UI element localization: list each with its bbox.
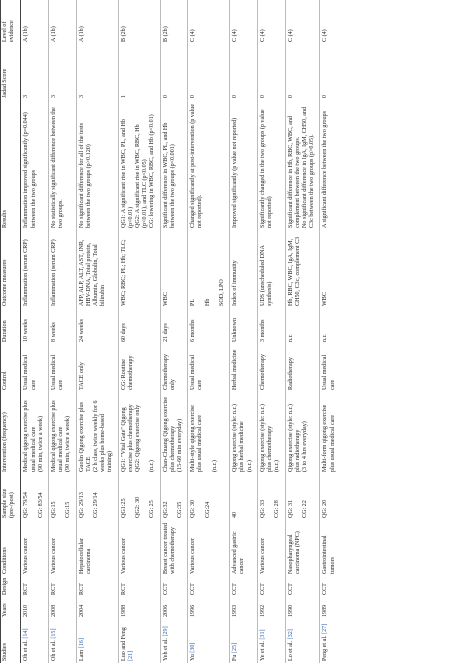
intervention-text: Medical qigong exercise plus usual medical care (90 min, twice a week) — [51, 400, 72, 472]
sample-size-cell — [118, 474, 160, 520]
level-of-evidence-text: C (4) — [287, 29, 294, 42]
control-text: Herbal medicine — [232, 349, 239, 390]
condition-text: Various cancer — [190, 537, 197, 574]
sample-size-cell — [230, 474, 258, 520]
control-cell — [49, 344, 77, 392]
study-name: Yu — [190, 654, 197, 661]
results-cell — [257, 100, 285, 230]
citation-link[interactable]: [25] — [232, 642, 239, 654]
control-text: CG: Routine chemotherapy — [120, 355, 134, 390]
citation-link[interactable]: [21] — [127, 650, 134, 661]
duration-cell — [76, 308, 118, 344]
citation-link[interactable]: [16] — [78, 638, 85, 649]
sample-size-text: QG1:25 QG2: 30 CG: 25 — [120, 496, 156, 518]
level-of-evidence-cell — [49, 0, 77, 44]
condition-text: Hepatocellular carcinoma — [78, 538, 92, 574]
study-name: Luo and Feng — [120, 627, 127, 661]
outcome-measures-text: Index of immunity — [232, 260, 239, 306]
outcome-measures-cell — [118, 230, 160, 308]
design-cell — [49, 576, 77, 597]
table-row — [320, 0, 340, 663]
outcome-measures-text: UDS (unscheduled DNA synthesis) — [259, 245, 274, 306]
outcome-measures-text: WBC — [162, 292, 169, 306]
duration-text: n.r. — [322, 334, 329, 342]
duration-cell — [285, 308, 320, 344]
citation-link[interactable]: [27] — [322, 623, 329, 634]
design-text: CCT — [190, 583, 197, 595]
control-cell — [76, 344, 118, 392]
level-of-evidence-cell — [257, 0, 285, 44]
outcome-measures-text: AFP, ALP, ALT, AST, INR, HBV-DNA, Total protein, Albumin, Globulin, Total bilirubin — [78, 239, 107, 306]
results-cell — [285, 100, 320, 230]
intervention-cell — [230, 392, 258, 474]
outcome-measures-text: PL Hb SOD, LPO — [190, 279, 226, 306]
jadad-score-cell — [257, 44, 285, 100]
sample-size-text: QG:32 CG:35 — [162, 501, 184, 518]
duration-text: 8 weeks — [51, 322, 58, 342]
condition-cell — [188, 520, 230, 576]
sample-size-cell — [160, 474, 188, 520]
jadad-score-text: 0 — [162, 94, 169, 98]
level-of-evidence-cell — [285, 0, 320, 44]
year-text: 1989 — [322, 604, 329, 617]
duration-text: Unknown — [232, 317, 239, 342]
study-cell — [188, 619, 230, 663]
intervention-text: Medical qigong exercise plus usual medical care (90 min, twice a week) — [23, 400, 44, 472]
header-control: Control — [1, 344, 21, 392]
table-row — [76, 0, 118, 663]
table-row — [285, 0, 320, 663]
year-cell — [285, 597, 320, 619]
design-text: CCT — [287, 583, 294, 595]
header-jadad-score: Jadad Score — [1, 44, 21, 100]
citation-link[interactable]: [32] — [287, 629, 294, 640]
jadad-score-text: 0 — [190, 94, 197, 98]
intervention-text: Chan-Chuang Qigong exercise plus chemotherapy (15-60 min everyday) — [162, 396, 184, 472]
year-text: 1993 — [232, 604, 239, 617]
study-cell — [320, 619, 340, 663]
intervention-cell — [118, 392, 160, 474]
duration-cell — [188, 308, 230, 344]
table-row — [118, 0, 160, 663]
results-text: Improved significantly (p value not reported) — [232, 117, 239, 228]
level-of-evidence-cell — [118, 0, 160, 44]
outcome-measures-cell — [21, 230, 49, 308]
intervention-cell — [320, 392, 340, 474]
outcome-measures-cell — [285, 230, 320, 308]
results-cell — [230, 100, 258, 230]
level-of-evidence-text: C (4) — [322, 29, 329, 42]
header-row — [1, 0, 21, 663]
study-cell — [285, 619, 320, 663]
outcome-measures-text: Hb, RBC, WBC, IgA, IgM, CH50, C3c, complement C3 — [287, 236, 301, 306]
jadad-score-cell — [188, 44, 230, 100]
header-duration: Duration — [1, 308, 21, 344]
table-row — [230, 0, 258, 663]
design-text: RCT — [23, 583, 30, 595]
condition-text: Various cancer — [23, 537, 30, 574]
sample-size-cell — [76, 474, 118, 520]
control-cell — [320, 344, 340, 392]
intervention-text: QG1: "Vital Gate" Qigong exercise plus chemotherapy QG2: Qigong exercise only (n.r.) — [120, 404, 156, 472]
intervention-cell — [49, 392, 77, 474]
results-text: QG1: A significant rise in WBC, PL, and Hb (p<0.01) QG2: A significant rise in WBC, RBC, Hb (p<0.01), and TLC (p<0.05) CG: lowering in WBC, RBC, and Hb (p<0.01) — [120, 114, 156, 228]
condition-text: Various cancer — [120, 537, 127, 574]
intervention-text: Qigong exercise (style: n.r.) plus herbal medicine (n.r.) — [232, 404, 253, 472]
study-cell — [76, 619, 118, 663]
table-row — [49, 0, 77, 663]
study-name: Fu — [232, 654, 239, 661]
intervention-text: Guolin Qigong exercise plus TACE (2 h class, twice weekly for 6 weeks plus home-based training) — [78, 400, 114, 472]
study-cell — [257, 619, 285, 663]
year-cell — [160, 597, 188, 619]
year-text: 1992 — [259, 604, 266, 617]
outcome-measures-cell — [230, 230, 258, 308]
level-of-evidence-cell — [230, 0, 258, 44]
duration-text: 10 weeks — [23, 319, 30, 342]
study-name: Oh et al. — [51, 640, 58, 661]
level-of-evidence-cell — [21, 0, 49, 44]
control-text: Chemotherapy — [259, 354, 266, 390]
year-text: 1996 — [190, 604, 197, 617]
citation-link[interactable]: [29] — [162, 626, 169, 637]
year-text: 2008 — [51, 604, 58, 617]
design-text: RCT — [78, 583, 85, 595]
intervention-cell — [257, 392, 285, 474]
year-text: 2004 — [78, 604, 85, 617]
condition-cell — [257, 520, 285, 576]
table-row — [21, 0, 49, 663]
condition-cell — [21, 520, 49, 576]
sample-size-text: QG: 79/54 CG: 83/54 — [23, 492, 44, 518]
duration-cell — [21, 308, 49, 344]
table-row — [160, 0, 188, 663]
table-row — [257, 0, 285, 663]
header-conditions: Conditions — [1, 520, 21, 576]
control-text: TACE only — [78, 362, 85, 390]
design-cell — [76, 576, 118, 597]
study-cell — [118, 619, 160, 663]
study-cell — [160, 619, 188, 663]
condition-cell — [76, 520, 118, 576]
level-of-evidence-cell — [76, 0, 118, 44]
study-name: Yeh et al. — [162, 638, 169, 661]
year-text: 2010 — [23, 604, 30, 617]
control-text: Chemotherapy only — [162, 354, 176, 390]
jadad-score-text: 0 — [232, 94, 239, 98]
sample-size-text: QG: 20 — [322, 499, 329, 518]
year-text: 1988 — [120, 604, 127, 617]
study-name: Peng et al. — [322, 635, 329, 661]
year-cell — [21, 597, 49, 619]
duration-text: 60 days — [120, 323, 127, 342]
control-text: Usual medical care — [51, 354, 65, 390]
design-cell — [118, 576, 160, 597]
condition-cell — [118, 520, 160, 576]
year-cell — [320, 597, 340, 619]
condition-cell — [160, 520, 188, 576]
level-of-evidence-cell — [188, 0, 230, 44]
study-cell — [49, 619, 77, 663]
control-cell — [160, 344, 188, 392]
duration-cell — [230, 308, 258, 344]
sample-size-text: QG: 31 CG: 22 — [287, 499, 308, 518]
level-of-evidence-text: B (2b) — [162, 26, 169, 42]
intervention-cell — [76, 392, 118, 474]
table-row — [188, 0, 230, 663]
outcome-measures-cell — [49, 230, 77, 308]
year-cell — [76, 597, 118, 619]
condition-cell — [285, 520, 320, 576]
year-text: 2006 — [162, 604, 169, 617]
level-of-evidence-cell — [160, 0, 188, 44]
header-level-of-evidence: Level of evidence — [1, 0, 21, 44]
design-cell — [21, 576, 49, 597]
results-cell — [320, 100, 340, 230]
jadad-score-cell — [230, 44, 258, 100]
level-of-evidence-text: A (1b) — [51, 26, 58, 42]
condition-cell — [230, 520, 258, 576]
intervention-text: Multi-form qigong exercise plus usual medical care — [322, 404, 336, 472]
design-text: RCT — [120, 583, 127, 595]
sample-size-cell — [320, 474, 340, 520]
results-cell — [21, 100, 49, 230]
citation-link[interactable]: [15] — [51, 628, 58, 639]
intervention-text: Qigong exercise (style: n.r.) plus radiotherapy (3 to 4 hrs everyday) — [287, 404, 308, 472]
header-studies: Studies — [1, 619, 21, 663]
duration-cell — [49, 308, 77, 344]
control-text: Usual medical care — [190, 354, 204, 390]
jadad-score-text: 0 — [322, 94, 329, 98]
citation-link[interactable]: [31] — [259, 629, 266, 640]
control-cell — [21, 344, 49, 392]
header-intervention: Intervention (frequency) — [1, 392, 21, 474]
results-cell — [188, 100, 230, 230]
citation-link[interactable]: [14] — [23, 628, 30, 639]
year-cell — [230, 597, 258, 619]
header-results: Results — [1, 100, 21, 230]
control-text: Usual medical care — [322, 354, 336, 390]
study-cell — [230, 619, 258, 663]
duration-text: 24 weeks — [78, 319, 85, 342]
intervention-cell — [160, 392, 188, 474]
outcome-measures-cell — [188, 230, 230, 308]
duration-cell — [118, 308, 160, 344]
design-text: RCT — [51, 583, 58, 595]
jadad-score-cell — [285, 44, 320, 100]
control-text: Radiotherapy — [287, 357, 294, 390]
sample-size-cell — [21, 474, 49, 520]
header-outcome-measures: Outcome measures — [1, 230, 21, 308]
control-cell — [230, 344, 258, 392]
results-text: Inflammation improved significantly (p=0.044) between the two groups — [23, 112, 37, 228]
intervention-cell — [21, 392, 49, 474]
design-cell — [160, 576, 188, 597]
design-cell — [230, 576, 258, 597]
condition-cell — [320, 520, 340, 576]
duration-text: 6 months — [190, 319, 197, 342]
sample-size-text: 40 — [232, 511, 239, 518]
jadad-score-text: 0 — [287, 94, 294, 98]
level-of-evidence-text: C (4) — [232, 29, 239, 42]
jadad-score-cell — [49, 44, 77, 100]
outcome-measures-cell — [160, 230, 188, 308]
control-cell — [285, 344, 320, 392]
condition-text: Gastrointestinal tumors — [322, 535, 336, 574]
results-text: Significantly changed in the two groups (p value not reported) — [259, 109, 274, 228]
results-cell — [76, 100, 118, 230]
duration-cell — [257, 308, 285, 344]
outcome-measures-cell — [257, 230, 285, 308]
duration-text: n.r. — [287, 334, 294, 342]
study-name: Ye et al. — [259, 641, 266, 661]
outcome-measures-text: Inflammation (serum CRP) — [23, 239, 30, 306]
sample-size-cell — [49, 474, 77, 520]
design-text: CCT — [162, 583, 169, 595]
outcome-measures-text: WBC — [322, 292, 329, 306]
year-cell — [188, 597, 230, 619]
sample-size-text: QG:15 CG:15 — [51, 501, 72, 518]
jadad-score-cell — [160, 44, 188, 100]
results-text: Changed significantly at post-intervention (p value not reported). — [190, 103, 204, 228]
outcome-measures-cell — [76, 230, 118, 308]
design-cell — [257, 576, 285, 597]
header-design: Design — [1, 576, 21, 597]
header-sample-size: Sample size (pre-/post) — [1, 474, 21, 520]
results-cell — [118, 100, 160, 230]
duration-cell — [160, 308, 188, 344]
duration-text: 3 months — [259, 319, 266, 342]
jadad-score-cell — [21, 44, 49, 100]
level-of-evidence-text: C (4) — [190, 29, 197, 42]
year-cell — [118, 597, 160, 619]
results-text: Significant difference in Hb, RBC, WBC, and complement between the two groups. No significant difference in IgA, IgM, CH50, and C3c between the two groups (p>0.05). — [287, 106, 316, 228]
condition-text: Advanced gastric cancer — [232, 531, 246, 574]
design-text: CCT — [232, 583, 239, 595]
design-text: CCT — [322, 583, 329, 595]
results-text: No significant difference for all of the tests between the two groups (p>0.120) — [78, 123, 92, 228]
level-of-evidence-text: A (1b) — [23, 26, 30, 42]
control-cell — [188, 344, 230, 392]
sample-size-cell — [257, 474, 285, 520]
level-of-evidence-text: C (4) — [259, 29, 266, 42]
intervention-text: Qigong exercise (style: n.r.) plus chemotherapy (n.r.) — [259, 404, 281, 472]
condition-text: Various cancer — [259, 537, 266, 574]
control-text: Usual medical care — [23, 354, 37, 390]
citation-link[interactable]: [30] — [190, 642, 197, 653]
intervention-text: Multi-style qigong exercise plus usual medical care (n.r.) — [190, 404, 218, 472]
results-text: Significant difference in WBC, PL, and Hb between the two groups (p<0.001) — [162, 122, 176, 228]
outcome-measures-text: Inflammation (serum CRP) — [51, 239, 58, 306]
duration-cell — [320, 308, 340, 344]
results-cell — [160, 100, 188, 230]
jadad-score-cell — [118, 44, 160, 100]
outcome-measures-cell — [320, 230, 340, 308]
outcome-measures-text: WBC; RBC; PL; Hb; TLC; — [120, 239, 127, 306]
year-text: 1990 — [287, 604, 294, 617]
header-years: Years — [1, 597, 21, 619]
year-cell — [49, 597, 77, 619]
condition-text: Various cancer — [51, 537, 58, 574]
level-of-evidence-text: B (2b) — [120, 26, 127, 42]
condition-cell — [49, 520, 77, 576]
study-name: Lo et al. — [287, 640, 294, 661]
intervention-cell — [285, 392, 320, 474]
jadad-score-text: 3 — [78, 94, 85, 98]
results-text: A significant difference between the two groups — [322, 111, 329, 228]
control-cell — [257, 344, 285, 392]
condition-text: Breast cancer treated with chemotherapy — [162, 522, 176, 574]
design-cell — [285, 576, 320, 597]
results-text: No statistically significant difference between the two groups. — [51, 107, 65, 228]
results-cell — [49, 100, 77, 230]
study-cell — [21, 619, 49, 663]
control-cell — [118, 344, 160, 392]
duration-text: 21 days — [162, 323, 169, 342]
jadad-score-text: 3 — [51, 94, 58, 98]
sample-size-cell — [188, 474, 230, 520]
design-cell — [188, 576, 230, 597]
sample-size-text: QG: 29/13 CG: 29/14 — [78, 492, 100, 518]
level-of-evidence-text: A (1b) — [78, 26, 85, 42]
level-of-evidence-cell — [320, 0, 340, 44]
jadad-score-text: 3 — [23, 94, 30, 98]
condition-text: Nasopharyngeal carcinoma (NPC) — [287, 531, 301, 574]
sample-size-text: QG: 30 CG:24 — [190, 499, 211, 518]
intervention-cell — [188, 392, 230, 474]
year-cell — [257, 597, 285, 619]
jadad-score-text: 0 — [259, 94, 266, 98]
jadad-score-cell — [76, 44, 118, 100]
study-name: Oh et al. — [23, 640, 30, 661]
sample-size-cell — [285, 474, 320, 520]
jadad-score-text: 1 — [120, 94, 127, 98]
sample-size-text: QG: 33 CG: 28 — [259, 499, 281, 518]
jadad-score-cell — [320, 44, 340, 100]
design-text: CCT — [259, 583, 266, 595]
design-cell — [320, 576, 340, 597]
study-name: Lam — [78, 649, 85, 661]
